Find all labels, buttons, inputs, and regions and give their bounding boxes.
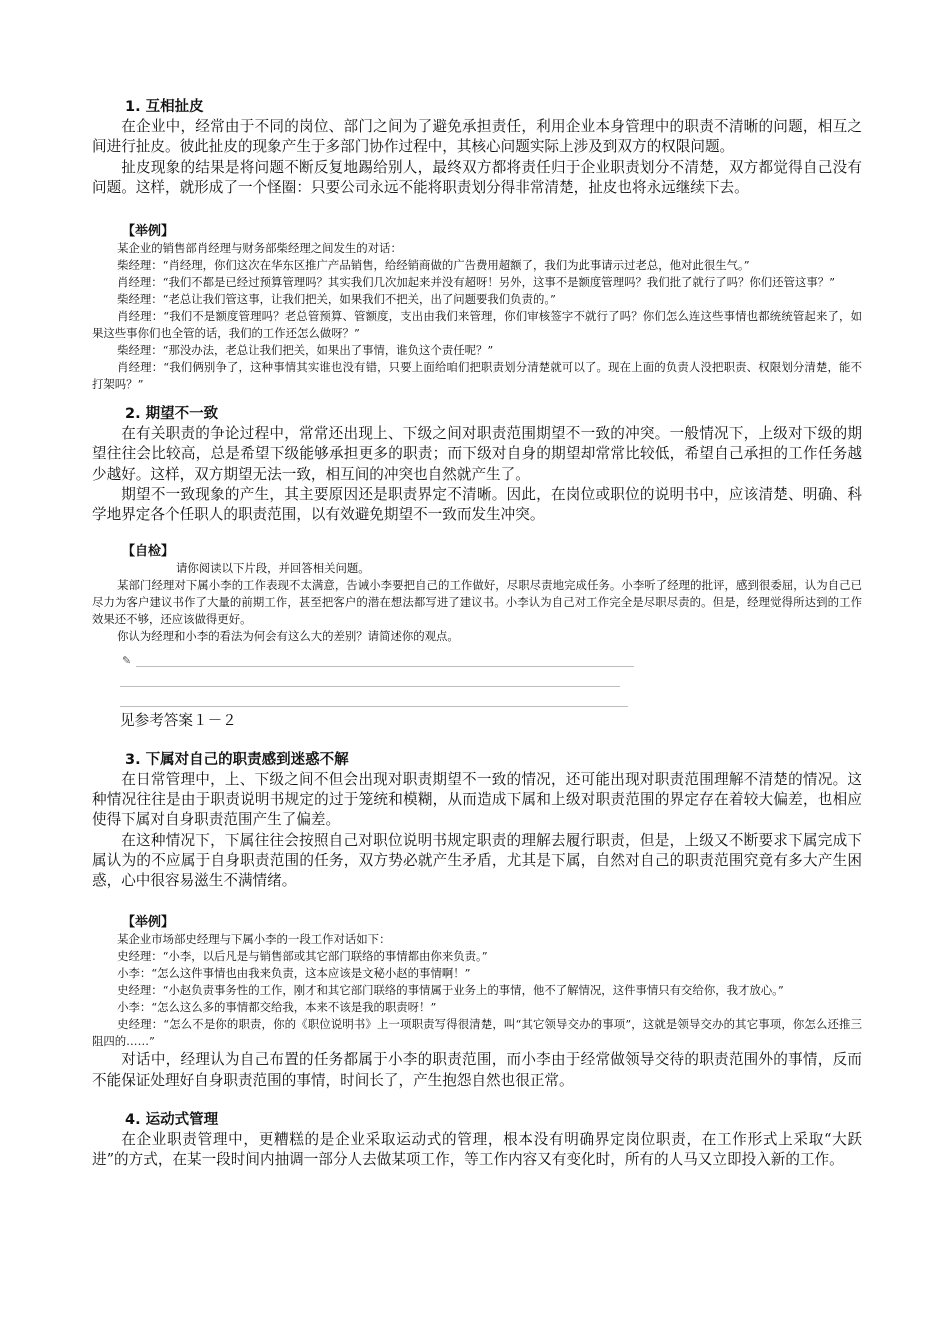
paragraph: 在企业中，经常由于不同的岗位、部门之间为了避免承担责任，利用企业本身管理中的职责不清晰的问题，相互之间进行扯皮。彼此扯皮的现象产生于多部门协作过程中，其核心问题实际上涉及到双方的权限问题。 bbox=[92, 118, 862, 156]
example-line: 柴经理：“老总让我们管这事，让我们把关，如果我们不把关，出了问题要我们负责的。” bbox=[117, 292, 556, 307]
example-line: 肖经理：“我们不都是已经过预算管理吗？其实我们几次加起来并没有超呀！另外，这事不是额度管理吗？我们批了就行了吗？你们还管这事？” bbox=[117, 275, 835, 290]
example-tag: 【举例】 bbox=[122, 915, 175, 931]
example-box bbox=[92, 224, 862, 393]
example-line: 史经理：“怎么不是你的职责，你的《职位说明书》上一项职责写得很清楚，叫“其它领导交办的事项”，这就是领导交办的其它事项，你怎么还推三阻四的……” bbox=[92, 1017, 862, 1049]
section-1 bbox=[92, 98, 862, 198]
self-check-passage: 某部门经理对下属小李的工作表现不太满意，告诫小李要把自己的工作做好，尽职尽责地完成任务。小李听了经理的批评，感到很委屈，认为自己已尽力为客户建议书作了大量的前期工作，甚至把客户的潜在想法都写进了建议书。小李认为自己对工作完全是尽职尽责的。但是，经理觉得所达到的工作效果还不够，还应该做得更好。 bbox=[92, 577, 862, 626]
paragraph: 对话中，经理认为自己布置的任务都属于小李的职责范围，而小李由于经常做领导交待的职责范围外的事情，反而不能保证处理好自身职责范围的事情，时间长了，产生抱怨自然也很正常。 bbox=[92, 1051, 862, 1089]
example-line: 小李：“怎么这件事情也由我来负责，这本应该是文秘小赵的事情啊！” bbox=[117, 966, 471, 981]
example-line: 某企业的销售部肖经理与财务部柴经理之间发生的对话： bbox=[117, 241, 402, 256]
example-box bbox=[92, 915, 862, 1091]
self-check-tag: 【自检】 bbox=[122, 543, 175, 559]
example-line: 肖经理：“我们俩别争了，这种事情其实谁也没有错，只要上面给咱们把职责划分清楚就可以了。现在上面的负责人没把职责、权限划分清楚，能不打架吗？” bbox=[92, 360, 862, 392]
answer-reference: 见参考答案１－２ bbox=[120, 711, 237, 729]
section-4 bbox=[92, 1111, 862, 1171]
document-page bbox=[92, 98, 862, 1171]
example-line: 史经理：“小李，以后凡是与销售部或其它部门联络的事情都由你来负责。” bbox=[117, 949, 488, 964]
answer-lines bbox=[120, 649, 862, 709]
section-heading: 1. 互相扯皮 bbox=[125, 99, 204, 115]
paragraph: 扯皮现象的结果是将问题不断反复地踢给别人，最终双方都将责任归于企业职责划分不清楚，双方都觉得自己没有问题。这样，就形成了一个怪圈：只要公司永远不能将职责划分得非常清楚，扯皮也将永远继续下去。 bbox=[92, 158, 862, 196]
self-check-instruction: 请你阅读以下片段，并回答相关问题。 bbox=[176, 560, 370, 575]
section-2 bbox=[92, 405, 862, 525]
paragraph: 在日常管理中，上、下级之间不但会出现对职责期望不一致的情况，还可能出现对职责范围理解不清楚的情况。这种情况往往是由于职责说明书规定的过于笼统和模糊，从而造成下属和上级对职责范围的界定存在着较大偏差，也相应使得下属对自身职责范围产生了偏差。 bbox=[92, 770, 862, 829]
example-line: 柴经理：“那没办法，老总让我们把关，如果出了事情，谁负这个责任呢？” bbox=[117, 343, 494, 358]
answer-line[interactable] bbox=[120, 669, 862, 689]
example-tag: 【举例】 bbox=[122, 224, 175, 240]
self-check-box bbox=[92, 544, 862, 731]
paragraph: 在这种情况下，下属往往会按照自己对职位说明书规定职责的理解去履行职责，但是，上级又不断要求下属完成下属认为的不应属于自身职责范围的任务，双方势必就产生矛盾，尤其是下属，自然对自己的职责范围究竟有多大产生困惑，心中很容易滋生不满情绪。 bbox=[92, 831, 862, 890]
section-heading: 2. 期望不一致 bbox=[125, 406, 219, 423]
answer-line[interactable] bbox=[120, 649, 862, 669]
paragraph: 在有关职责的争论过程中，常常还出现上、下级之间对职责范围期望不一致的冲突。一般情况下，上级对下级的期望往往会比较高，总是希望下级能够承担更多的职责；而下级对自身的期望却常常比较低，希望自己承担的工作任务越少越好。这样，双方期望无法一致，相互间的冲突也自然就产生了。 bbox=[92, 425, 862, 483]
pencil-icon: ✎ bbox=[122, 653, 132, 667]
section-heading: 4. 运动式管理 bbox=[125, 1112, 219, 1129]
answer-line[interactable] bbox=[120, 689, 862, 709]
example-line: 小李：“怎么这么多的事情都交给我，本来不该是我的职责呀！” bbox=[117, 1000, 437, 1015]
section-3 bbox=[92, 751, 862, 892]
example-line: 史经理：“小赵负责事务性的工作，刚才和其它部门联络的事情属于业务上的事情，他不了解情况，这件事情只有交给你，我才放心。” bbox=[117, 983, 784, 998]
paragraph: 在企业职责管理中，更糟糕的是企业采取运动式的管理，根本没有明确界定岗位职责，在工作形式上采取“大跃进”的方式，在某一段时间内抽调一部分人去做某项工作，等工作内容又有变化时，所有的人马又立即投入新的工作。 bbox=[92, 1131, 862, 1169]
section-heading: 3. 下属对自己的职责感到迷惑不解 bbox=[125, 751, 349, 768]
example-line: 肖经理：“我们不是额度管理吗？老总管预算、管额度，支出由我们来管理，你们审核签字不就行了吗？你们怎么连这些事情也都统统管起来了，如果这些事你们也全管的话，我们的工作还怎么做呀？” bbox=[92, 309, 862, 341]
example-line: 柴经理：“肖经理，你们这次在华东区推广产品销售，给经销商做的广告费用超额了，我们为此事请示过老总，他对此很生气。” bbox=[117, 258, 750, 273]
paragraph: 期望不一致现象的产生，其主要原因还是职责界定不清晰。因此，在岗位或职位的说明书中，应该清楚、明确、科学地界定各个任职人的职责范围，以有效避免期望不一致而发生冲突。 bbox=[92, 486, 862, 524]
example-line: 某企业市场部史经理与下属小李的一段工作对话如下： bbox=[117, 932, 391, 947]
self-check-question: 你认为经理和小李的看法为何会有这么大的差别？请简述你的观点。 bbox=[117, 628, 459, 643]
